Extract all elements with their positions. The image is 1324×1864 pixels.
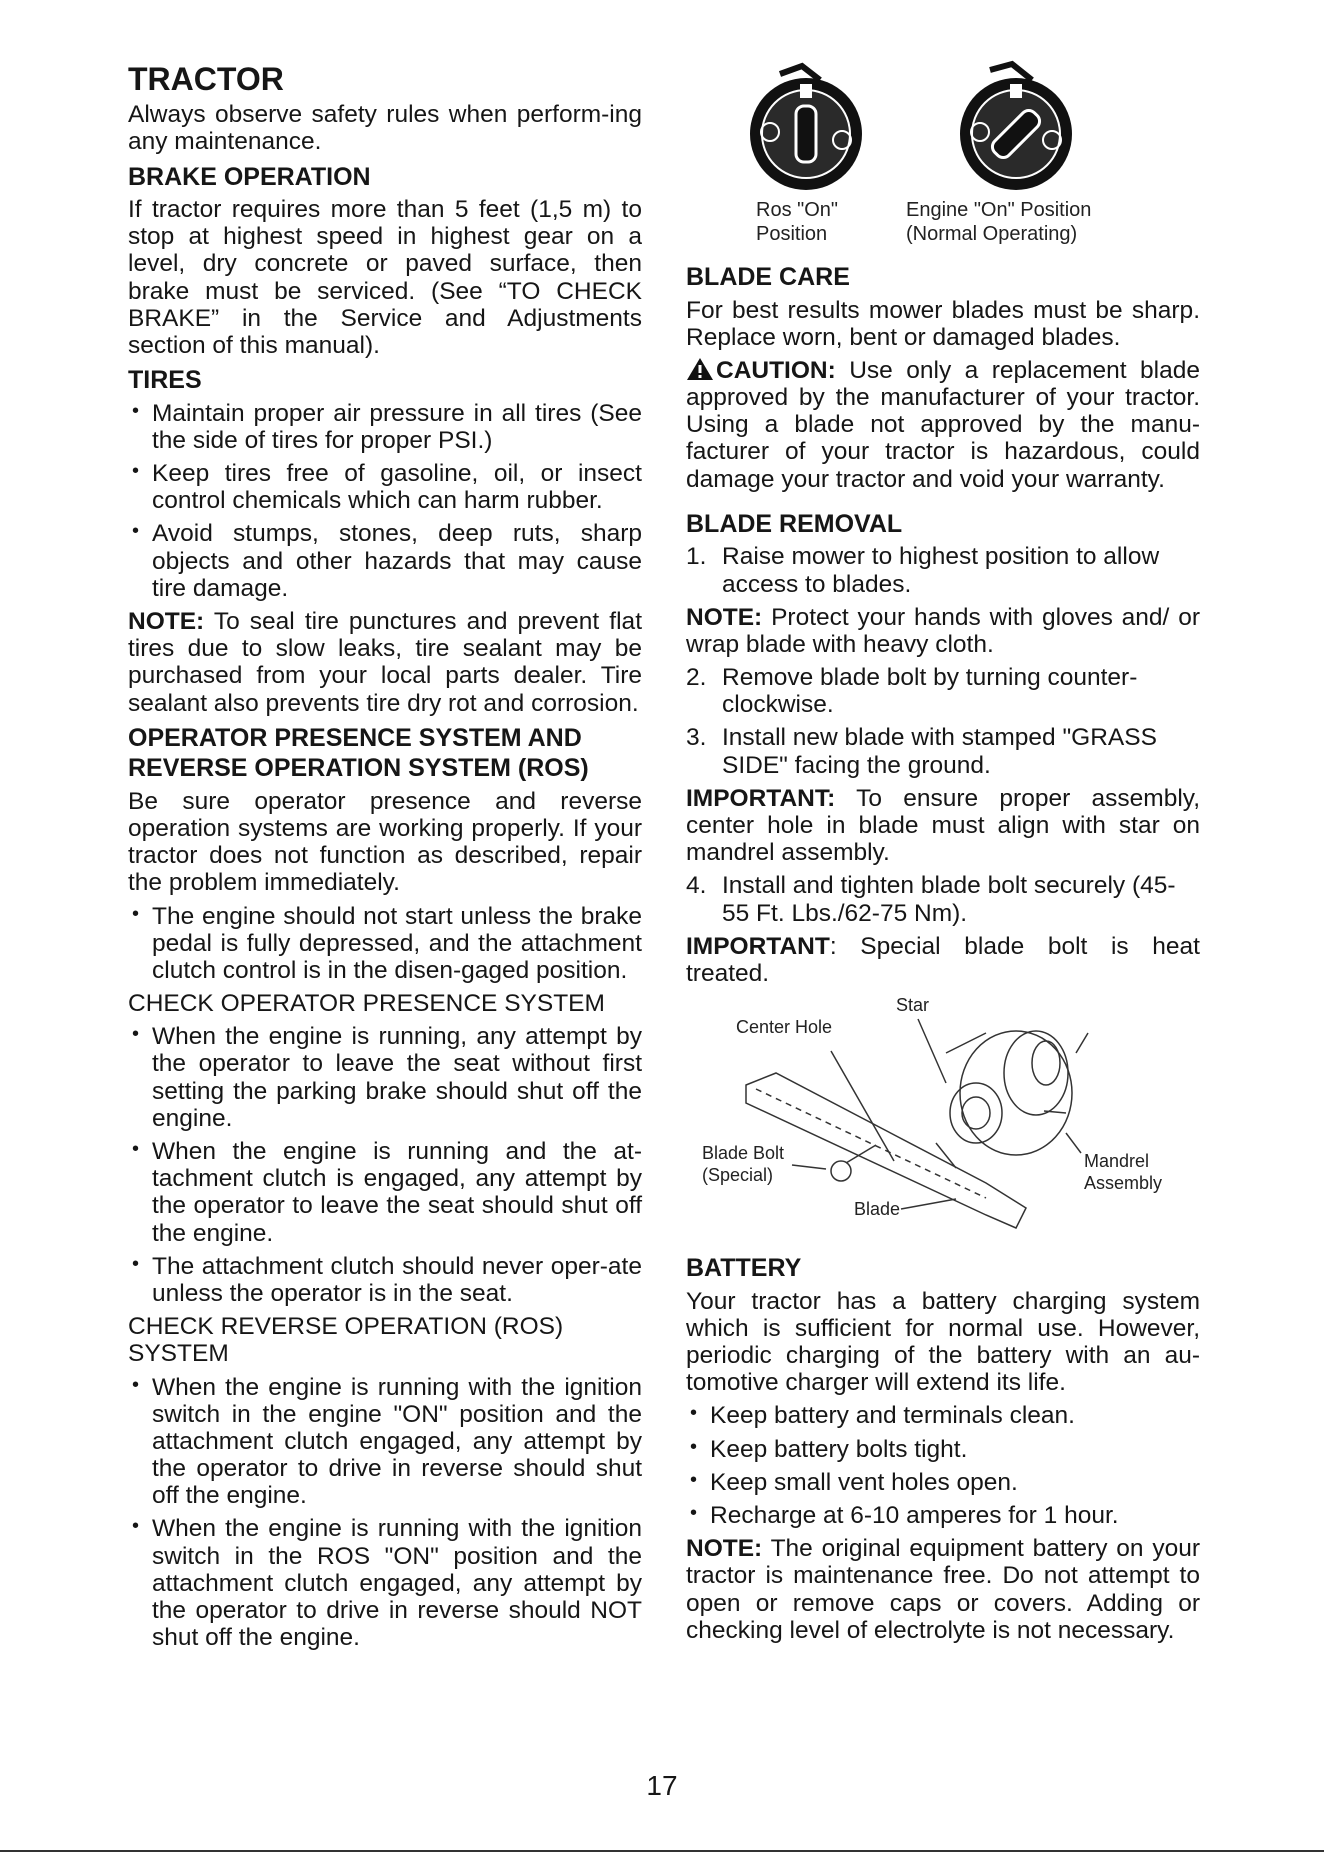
battery-note (686, 1535, 1200, 1644)
list-item: • Keep battery bolts tight. (686, 1436, 1200, 1463)
step-number: 2. (686, 664, 707, 692)
note-text: To seal tire punctures and prevent flat tires due to slow leaks, tire sealant may be purchased from your local parts dealer. Tire sealant also prevents tire dry rot and corrosion. (128, 608, 642, 717)
note-text: Protect your hands with gloves and/ or wrap blade with heavy cloth. (686, 603, 1200, 658)
caution-text: Use only a replacement blade approved by the manufacturer of your tractor. Using a blade not approved by the manu-facturer of your tractor is hazardous, could damage your tractor and void your warranty. (686, 356, 1200, 493)
important-text: To ensure proper assembly, center hole in blade must align with star on mandrel assembly. (686, 784, 1200, 867)
list-item (686, 664, 1200, 718)
important-2 (686, 933, 1200, 987)
ros-caption (756, 198, 838, 246)
step-number: 1. (686, 543, 707, 571)
blade-care-text: For best results mower blades must be sharp. Replace worn, bent or damaged blades. (686, 296, 1200, 351)
list-item: • The engine should not start unless the brake pedal is fully depressed, and the attachment clutch control is in the disen-gaged position. (128, 903, 642, 985)
ros-caption-line2: Position (756, 223, 828, 245)
list-item: • The attachment clutch should never oper-ate unless the operator is in the seat. (128, 1253, 642, 1307)
note-label: NOTE: (128, 608, 205, 635)
battery-heading: BATTERY (686, 1254, 802, 1283)
engine-caption-line1: Engine "On" Position (906, 199, 1092, 221)
list-item: • Keep small vent holes open. (686, 1469, 1200, 1496)
warning-triangle-icon (686, 357, 714, 381)
brake-heading: BRAKE OPERATION (128, 162, 371, 191)
left-column (128, 62, 642, 1657)
mandrel-label (1084, 1151, 1162, 1194)
list-item: • Avoid stumps, stones, deep ruts, sharp objects and other hazards that may cause tire damage. (128, 520, 642, 602)
blade-removal-note (686, 604, 1200, 658)
blade-label: Blade (854, 1199, 901, 1220)
check-ros-heading: CHECK REVERSE OPERATION (ROS) SYSTEM (128, 1313, 564, 1368)
list-item (686, 724, 1200, 778)
blade-bolt-line1: Blade Bolt (702, 1143, 785, 1164)
blade-care-heading: BLADE CARE (686, 263, 850, 291)
caution-label: CAUTION: (716, 356, 836, 384)
ops-list (128, 903, 642, 985)
list-item: • When the engine is running, any attempt by the operator to leave the seat without first setting the parking brake should shut off the engine. (128, 1023, 642, 1132)
list-item: • Keep battery and terminals clean. (686, 1402, 1200, 1429)
ros-switch-icon (740, 60, 870, 190)
blade-removal-heading: BLADE REMOVAL (686, 509, 903, 538)
check-ros-list (128, 1374, 642, 1652)
brake-text: If tractor requires more than 5 feet (1,5 m) to stop at highest speed in highest gear on a level, dry concrete or paved surface, then brake must be serviced. (See “TO CHECK BRAKE” in the Service and Adjustments section of this manual). (128, 196, 642, 359)
ignition-switch-figures (686, 60, 1200, 256)
tractor-heading: TRACTOR (128, 61, 284, 97)
star-label: Star (896, 995, 930, 1016)
blade-bolt-line2: (Special) (702, 1164, 774, 1185)
bottom-rule (0, 1850, 1324, 1852)
list-item (686, 872, 1200, 926)
mandrel-line1: Mandrel (1084, 1151, 1150, 1172)
list-item (686, 543, 1200, 597)
blade-removal-step4 (686, 872, 1200, 926)
blade-assembly-diagram (686, 993, 1200, 1253)
step-text: Remove blade bolt by turning counter-clockwise. (722, 664, 1138, 719)
important-label: IMPORTANT (686, 932, 830, 960)
engine-caption-line2: (Normal Operating) (906, 223, 1078, 245)
note-label: NOTE: (686, 1535, 763, 1563)
ops-text: Be sure operator presence and reverse operation systems are working properly. If your tractor does not function as described, repair the problem immediately. (128, 787, 642, 897)
ops-heading: OPERATOR PRESENCE SYSTEM AND REVERSE OPERATION SYSTEM (ROS) (128, 723, 589, 783)
page-number: 17 (646, 1770, 678, 1801)
mandrel-line2: Assembly (1084, 1172, 1163, 1193)
step-number: 4. (686, 872, 707, 900)
step-text: Raise mower to highest position to allow access to blades. (722, 543, 1160, 598)
list-item: • When the engine is running with the ignition switch in the ROS "ON" position and the attachment clutch engaged, any attempt by the operator to drive in reverse should NOT shut off the engine. (128, 1515, 642, 1651)
battery-list (686, 1402, 1200, 1529)
list-item: • Keep tires free of gasoline, oil, or insect control chemicals which can harm rubber. (128, 460, 642, 514)
list-item: • Recharge at 6-10 amperes for 1 hour. (686, 1502, 1200, 1529)
note-label: NOTE: (686, 603, 763, 631)
step-text: Install new blade with stamped "GRASS SIDE" facing the ground. (722, 724, 1157, 779)
center-hole-label: Center Hole (736, 1017, 833, 1038)
caution-paragraph (686, 357, 1200, 493)
blade-bolt-label (702, 1143, 784, 1186)
blade-removal-steps-2-3 (686, 664, 1200, 779)
engine-caption (906, 198, 1091, 246)
list-item: • When the engine is running with the ignition switch in the engine "ON" position and the attachment clutch engaged, any attempt by the operator to drive in reverse should shut off the engine. (128, 1374, 642, 1510)
step-number: 3. (686, 724, 707, 752)
list-item: • Maintain proper air pressure in all tires (See the side of tires for proper PSI.) (128, 400, 642, 454)
right-column (686, 60, 1200, 1650)
note-text: The original equipment battery on your tractor is maintenance free. Do not attempt to open or remove caps or covers. Adding or checking level of electrolyte is not necessary. (686, 1535, 1200, 1644)
list-item: • When the engine is running and the at-tachment clutch is engaged, any attempt by the operator to leave the seat should shut off the engine. (128, 1138, 642, 1247)
important-text: : Special blade bolt is heat treated. (686, 932, 1200, 987)
check-ops-list (128, 1023, 642, 1307)
tires-heading: TIRES (128, 366, 202, 395)
tractor-text: Always observe safety rules when perform-ing any maintenance. (128, 101, 642, 156)
battery-text: Your tractor has a battery charging system which is sufficient for normal use. However, periodic charging of the battery with an au-tomotive charger will extend its life. (686, 1287, 1200, 1397)
tires-list (128, 400, 642, 602)
check-ops-heading: CHECK OPERATOR PRESENCE SYSTEM (128, 990, 605, 1018)
ros-caption-line1: Ros "On" (756, 199, 839, 221)
engine-switch-icon (950, 60, 1080, 190)
step-text: Install and tighten blade bolt securely (45-55 Ft. Lbs./62-75 Nm). (722, 872, 1176, 927)
tires-note (128, 608, 642, 717)
important-label: IMPORTANT: (686, 784, 836, 812)
blade-removal-step1 (686, 543, 1200, 597)
important-1 (686, 785, 1200, 867)
